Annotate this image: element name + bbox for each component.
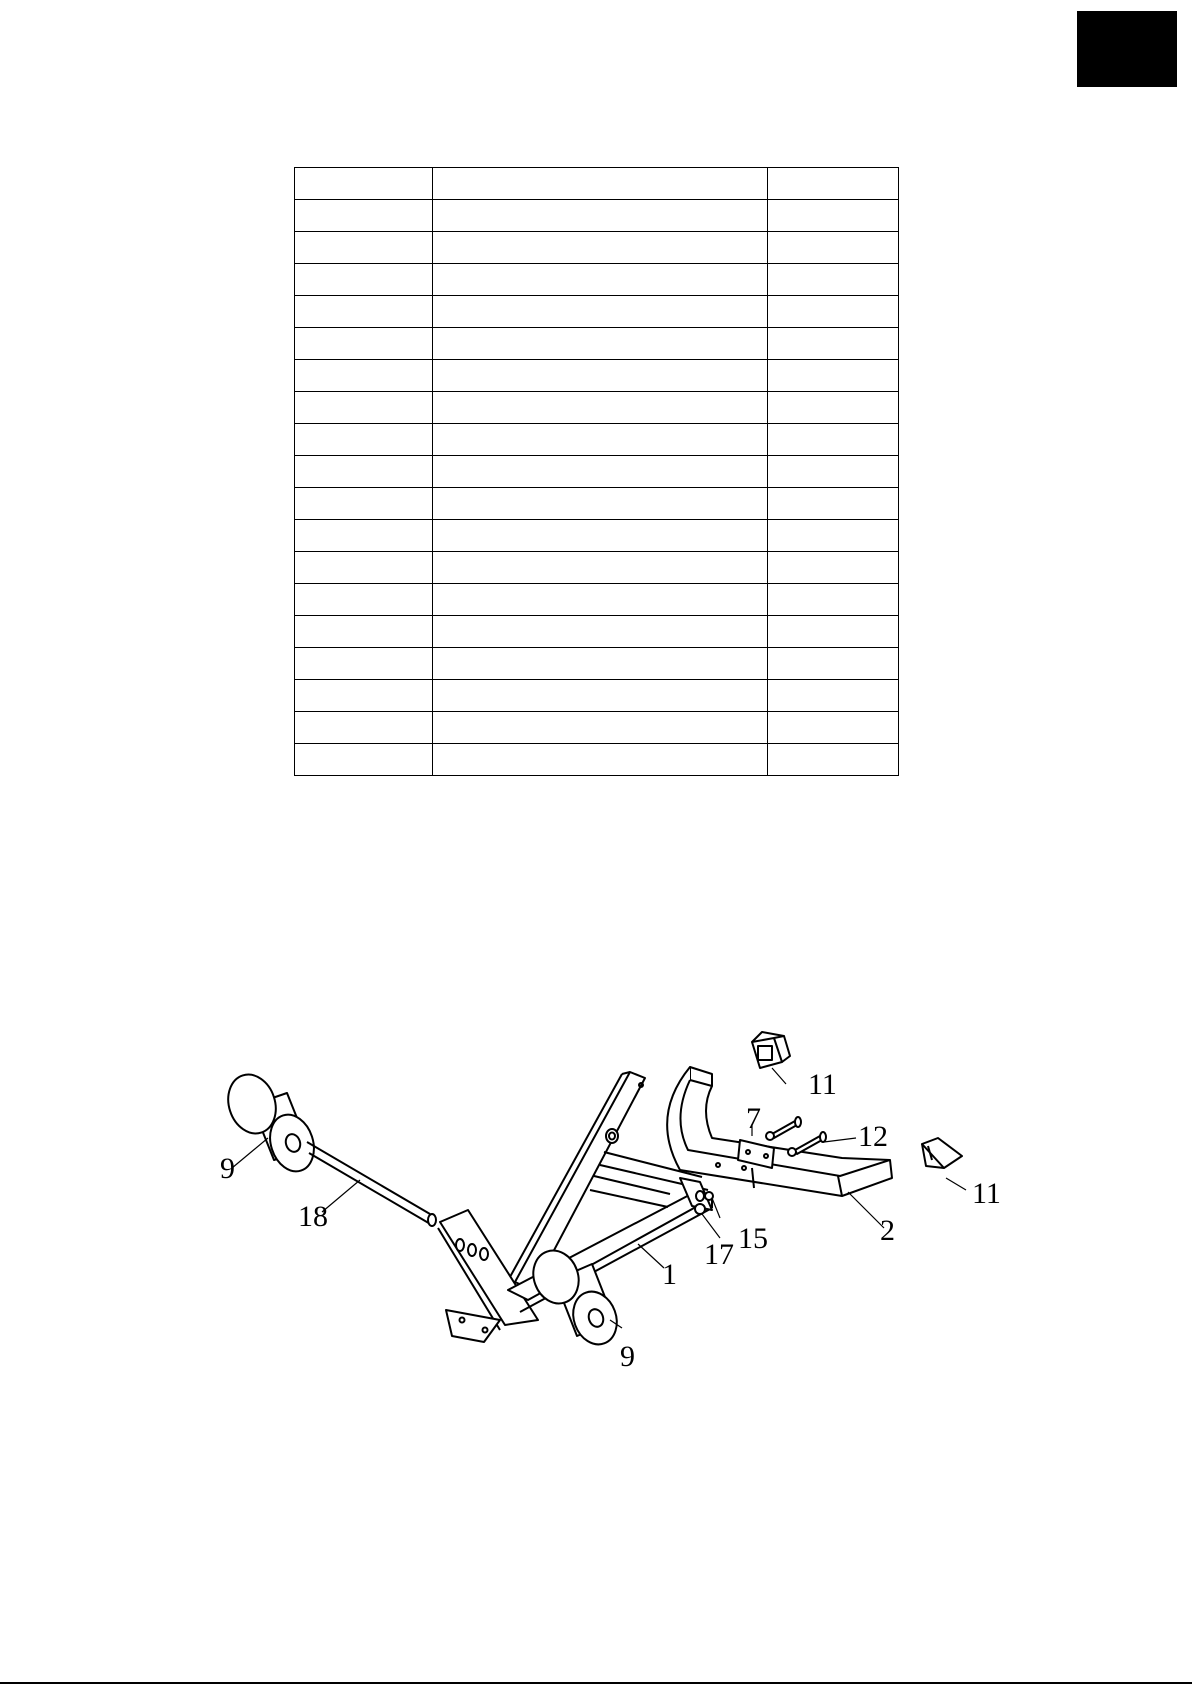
table-cell xyxy=(295,456,433,488)
table-row xyxy=(295,520,899,552)
table-cell xyxy=(768,328,899,360)
bolts xyxy=(766,1117,826,1156)
table-cell xyxy=(433,168,768,200)
table-cell xyxy=(295,680,433,712)
bottom-rule xyxy=(0,1682,1192,1684)
callout-1: 1 xyxy=(662,1258,677,1291)
table-row xyxy=(295,744,899,776)
table-cell xyxy=(295,648,433,680)
table-cell xyxy=(768,552,899,584)
table-cell xyxy=(433,456,768,488)
table-cell xyxy=(433,616,768,648)
table-cell xyxy=(433,360,768,392)
table-cell xyxy=(433,648,768,680)
end-cap-right xyxy=(922,1138,962,1168)
nut xyxy=(695,1204,705,1214)
table-cell xyxy=(433,744,768,776)
table-cell xyxy=(433,552,768,584)
table-row xyxy=(295,200,899,232)
table-cell xyxy=(768,392,899,424)
table-cell xyxy=(295,168,433,200)
table-cell xyxy=(295,328,433,360)
table-cell xyxy=(433,520,768,552)
table-cell xyxy=(768,200,899,232)
table-cell xyxy=(295,584,433,616)
table-cell xyxy=(768,584,899,616)
table-row xyxy=(295,232,899,264)
table-cell xyxy=(433,424,768,456)
table-cell xyxy=(768,488,899,520)
table-row xyxy=(295,456,899,488)
table-row xyxy=(295,680,899,712)
table-cell xyxy=(433,680,768,712)
table-cell xyxy=(433,392,768,424)
table-cell xyxy=(295,552,433,584)
table-cell xyxy=(433,200,768,232)
table-cell xyxy=(295,712,433,744)
table-cell xyxy=(433,232,768,264)
callout-2: 2 xyxy=(880,1214,895,1247)
table-row xyxy=(295,712,899,744)
table-cell xyxy=(768,424,899,456)
table-cell xyxy=(768,360,899,392)
table-cell xyxy=(768,296,899,328)
callout-9-left: 9 xyxy=(220,1152,235,1185)
table-cell xyxy=(433,328,768,360)
table-cell xyxy=(295,200,433,232)
table-row xyxy=(295,392,899,424)
table-cell xyxy=(295,744,433,776)
table-cell xyxy=(768,712,899,744)
table-cell xyxy=(295,232,433,264)
table-cell xyxy=(433,264,768,296)
table-cell xyxy=(768,744,899,776)
callout-7: 7 xyxy=(746,1102,761,1135)
table-cell xyxy=(768,168,899,200)
exploded-assembly-diagram xyxy=(200,1020,1020,1380)
table-cell xyxy=(295,264,433,296)
table-cell xyxy=(433,296,768,328)
table-cell xyxy=(768,232,899,264)
table-row xyxy=(295,616,899,648)
callout-12: 12 xyxy=(858,1120,888,1153)
callout-18: 18 xyxy=(298,1200,328,1233)
roller-left xyxy=(221,1068,321,1177)
table-cell xyxy=(433,712,768,744)
table-row xyxy=(295,584,899,616)
table-cell xyxy=(768,264,899,296)
table-row xyxy=(295,168,899,200)
corner-tab xyxy=(1077,11,1177,87)
table-cell xyxy=(295,296,433,328)
table-row xyxy=(295,488,899,520)
table-cell xyxy=(295,616,433,648)
table-cell xyxy=(768,616,899,648)
table-cell xyxy=(768,456,899,488)
table-row xyxy=(295,648,899,680)
table-cell xyxy=(295,520,433,552)
callout-11-right: 11 xyxy=(972,1177,1001,1210)
table-row xyxy=(295,360,899,392)
table-cell xyxy=(768,520,899,552)
callout-17: 17 xyxy=(704,1238,734,1271)
table-cell xyxy=(768,648,899,680)
callout-15: 15 xyxy=(738,1222,768,1255)
table-row xyxy=(295,296,899,328)
table-cell xyxy=(295,392,433,424)
table-cell xyxy=(768,680,899,712)
end-cap-top xyxy=(752,1032,790,1068)
table-row xyxy=(295,328,899,360)
parts-table xyxy=(294,167,899,776)
callout-11-top: 11 xyxy=(808,1068,837,1101)
table-cell xyxy=(295,360,433,392)
callout-9-bottom: 9 xyxy=(620,1340,635,1373)
table-cell xyxy=(433,584,768,616)
table-row xyxy=(295,552,899,584)
table-cell xyxy=(433,488,768,520)
table-cell xyxy=(295,424,433,456)
table-row xyxy=(295,264,899,296)
table-cell xyxy=(295,488,433,520)
table-row xyxy=(295,424,899,456)
